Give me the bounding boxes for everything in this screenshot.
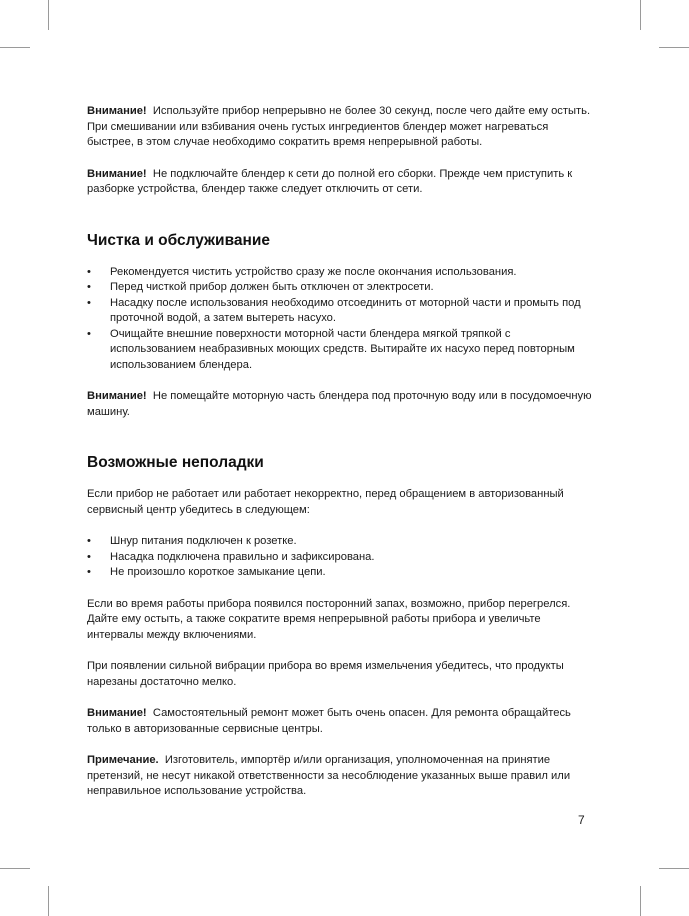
- page-content: [87, 104, 597, 800]
- warning-text: Самостоятельный ремонт может быть очень опасен. Для ремонта обращайтесь только в авторизованные сервисные центры.: [87, 707, 571, 735]
- note-label: Примечание.: [87, 754, 159, 766]
- crop-mark: [640, 886, 641, 916]
- bullet-icon: •: [87, 281, 91, 293]
- page-number: 7: [578, 813, 585, 827]
- crop-mark: [0, 868, 30, 869]
- warning-paragraph-repair: [87, 706, 597, 737]
- list-item: • Не произошло короткое замыкание цепи.: [87, 565, 597, 581]
- bullet-icon: •: [87, 566, 91, 578]
- crop-mark: [659, 47, 689, 48]
- bullet-icon: •: [87, 550, 91, 563]
- list-item: • Насадка подключена правильно и зафиксирована.: [87, 550, 597, 566]
- warning-label: Внимание!: [87, 390, 147, 402]
- crop-mark: [48, 886, 49, 916]
- warning-text: Не помещайте моторную часть блендера под проточную воду или в посудомоечную машину.: [87, 390, 592, 418]
- warning-text: Используйте прибор непрерывно не более 30 секунд, после чего дайте ему остыть. При смешивании или взбивания очень густых ингредиентов блендер может нагреваться быстрее, в этом случае необходимо сократить время непрерывной работы.: [87, 105, 591, 148]
- bullet-icon: •: [87, 265, 91, 278]
- note-text: Изготовитель, импортёр и/или организация, уполномоченная на принятие претензий, не несут никакой ответственности за несоблюдение указанных выше правил или неправильное использование устройства.: [87, 754, 571, 797]
- list-item: • Насадку после использования необходимо отсоединить от моторной части и промыть под проточной водой, а затем вытереть насухо.: [87, 296, 581, 324]
- list-item: • Шнур питания подключен к розетке.: [87, 534, 597, 550]
- bullet-icon: •: [87, 296, 91, 309]
- section-heading-cleaning: Чистка и обслуживание: [87, 231, 271, 249]
- warning-label: Внимание!: [87, 105, 147, 117]
- crop-mark: [640, 0, 641, 30]
- list-item: • Рекомендуется чистить устройство сразу же после окончания использования.: [87, 265, 597, 281]
- section-heading-troubleshooting: Возможные неполадки: [87, 454, 264, 471]
- list-item: • Очищайте внешние поверхности моторной части блендера мягкой тряпкой с использованием неабразивных моющих средств. Вытирайте их насухо перед повторным использованием блендера.: [87, 327, 575, 371]
- warning-label: Внимание!: [87, 707, 147, 719]
- paragraph-foreign-smell: Если во время работы прибора появился посторонний запах, возможно, прибор перегрелся. Дайте ему остыть, а также сократите время непрерывной работы прибора и увеличьте интервалы между включениями.: [87, 597, 571, 641]
- paragraph-vibration: При появлении сильной вибрации прибора во время измельчения убедитесь, что продукты нарезаны достаточно мелко.: [87, 660, 564, 688]
- warning-paragraph-water: [87, 389, 597, 420]
- note-paragraph: [87, 753, 597, 800]
- list-item: • Перед чисткой прибор должен быть отключен от электросети.: [87, 280, 597, 296]
- bullet-icon: •: [87, 327, 91, 340]
- warning-paragraph-assembly: [87, 167, 597, 198]
- crop-mark: [659, 868, 689, 869]
- warning-label: Внимание!: [87, 167, 147, 180]
- crop-mark: [48, 0, 49, 30]
- crop-mark: [0, 47, 30, 48]
- warning-paragraph-continuous-use: [87, 104, 597, 151]
- troubleshooting-intro: Если прибор не работает или работает некорректно, перед обращением в авторизованный сервисный центр убедитесь в следующем:: [87, 488, 564, 516]
- bullet-icon: •: [87, 535, 91, 547]
- troubleshooting-list: [87, 534, 597, 581]
- warning-text: Не подключайте блендер к сети до полной его сборки. Прежде чем приступить к разборке устройства, блендер также следует отключить от сети.: [87, 167, 573, 195]
- cleaning-list: [87, 265, 597, 374]
